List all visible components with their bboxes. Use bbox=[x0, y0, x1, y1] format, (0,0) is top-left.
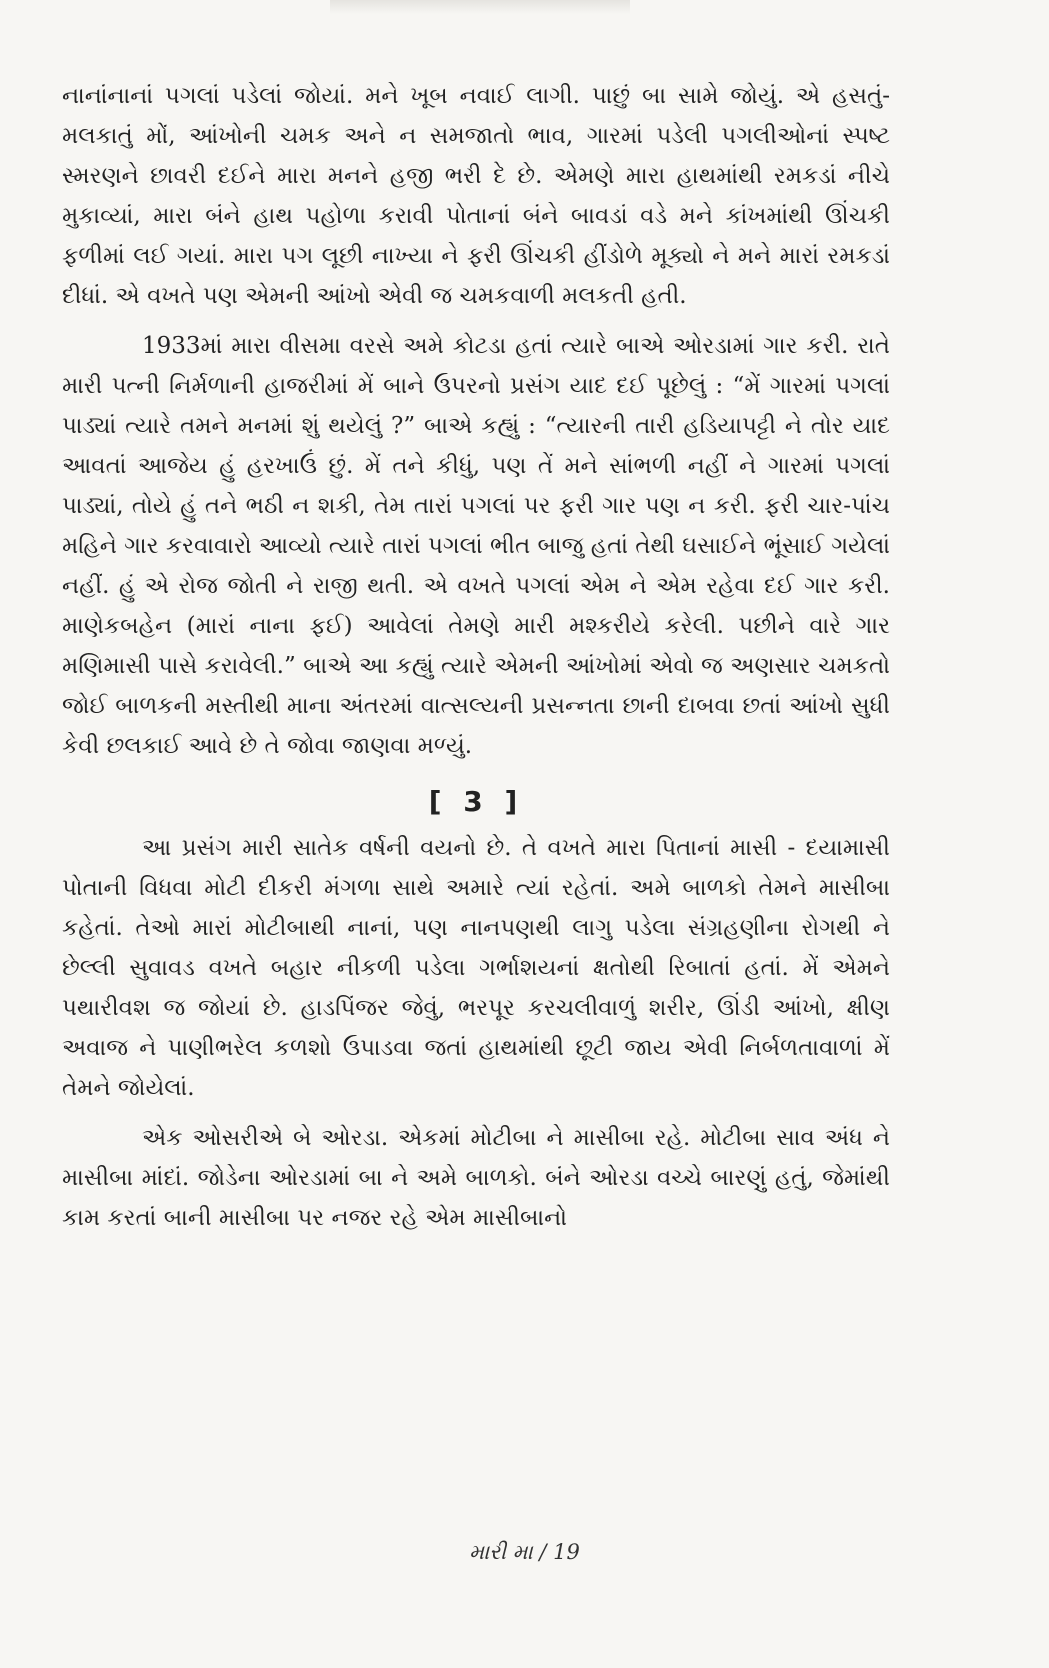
paragraph-3: આ પ્રસંગ મારી સાતેક વર્ષની વયનો છે. તે વખતે મારા પિતાનાં માસી - દયામાસી પોતાની વિધવા મોટી દીકરી મંગળા સાથે અમારે ત્યાં રહેતાં. અમે બાળકો તેમને માસીબા કહેતાં. તેઓ મારાં મોટીબાથી નાનાં, પણ નાનપણથી લાગુ પડેલા સંગ્રહણીના રોગથી ને છેલ્લી સુવાવડ વખતે બહાર નીકળી પડેલા ગર્ભાશયનાં ક્ષતોથી રિબાતાં હતાં. મેં એમને પથારીવશ જ જોયાં છે. હાડપિંજર જેવું, ભરપૂર કરચલીવાળું શરીર, ઊંડી આંખો, ક્ષીણ અવાજ ને પાણીભરેલ કળશો ઉપાડવા જતાં હાથમાંથી છૂટી જાય એવી નિર્બળતાવાળાં મેં તેમને જોયેલાં. bbox=[62, 835, 890, 1101]
page-body bbox=[62, 76, 890, 1238]
scan-shadow bbox=[330, 0, 630, 14]
section-heading: [ 3 ] bbox=[428, 785, 524, 818]
paragraph-2: 1933માં મારા વીસમા વરસે અમે કોટડા હતાં ત્યારે બાએ ઓરડામાં ગાર કરી. રાતે મારી પત્ની નિર્મળાની હાજરીમાં મેં બાને ઉપરનો પ્રસંગ યાદ દઈ પૂછેલું : “મેં ગારમાં પગલાં પાડ્યાં ત્યારે તમને મનમાં શું થયેલું ?” બાએ કહ્યું : “ત્યારની તારી હડિયાપટ્ટી ને તોર યાદ આવતાં આજેય હું હરખાઉં છું. મેં તને કીધું, પણ તેં મને સાંભળી નહીં ને ગારમાં પગલાં પાડ્યાં, તોયે હું તને ભઠી ન શકી, તેમ તારાં પગલાં પર ફરી ગાર પણ ન કરી. ફરી ચાર-પાંચ મહિને ગાર કરવાવારો આવ્યો ત્યારે તારાં પગલાં ભીત બાજુ હતાં તેથી ઘસાઈને ભૂંસાઈ ગયેલાં નહીં. હું એ રોજ જોતી ને રાજી થતી. એ વખતે પગલાં એમ ને એમ રહેવા દઈ ગાર કરી. માણેકબહેન (મારાં નાના ફઈ) આવેલાં તેમણે મારી મશ્કરીયે કરેલી. પછીને વારે ગાર મણિમાસી પાસે કરાવેલી.” બાએ આ કહ્યું ત્યારે એમની આંખોમાં એવો જ અણસાર ચમકતો જોઈ બાળકની મસ્તીથી માના અંતરમાં વાત્સલ્યની પ્રસન્નતા છાની દાબવા છતાં આંખો સુધી કેવી છલકાઈ આવે છે તે જોવા જાણવા મળ્યું. bbox=[62, 333, 890, 759]
paragraph-4: એક ઓસરીએ બે ઓરડા. એકમાં મોટીબા ને માસીબા રહે. મોટીબા સાવ અંધ ને માસીબા માંદાં. જોડેના ઓરડામાં બા ને અમે બાળકો. બંને ઓરડા વચ્ચે બારણું હતું, જેમાંથી કામ કરતાં બાની માસીબા પર નજર રહે એમ માસીબાનો bbox=[62, 1125, 890, 1231]
paragraph-1: નાનાંનાનાં પગલાં પડેલાં જોયાં. મને ખૂબ નવાઈ લાગી. પાછું બા સામે જોયું. એ હસતું-મલકાતું મોં, આંખોની ચમક અને ન સમજાતો ભાવ, ગારમાં પડેલી પગલીઓનાં સ્પષ્ટ સ્મરણને છાવરી દઈને મારા મનને હજી ભરી દે છે. એમણે મારા હાથમાંથી રમકડાં નીચે મુકાવ્યાં, મારા બંને હાથ પહોળા કરાવી પોતાનાં બંને બાવડાં વડે મને કાંખમાંથી ઊંચકી ફળીમાં લઈ ગયાં. મારા પગ લૂછી નાખ્યા ને ફરી ઊંચકી હીંડોળે મૂક્યો ને મને મારાં રમકડાં દીધાં. એ વખતે પણ એમની આંખો એવી જ ચમકવાળી મલકતી હતી. bbox=[62, 83, 890, 309]
page-footer: મારી મા / 19 bbox=[469, 1540, 580, 1564]
